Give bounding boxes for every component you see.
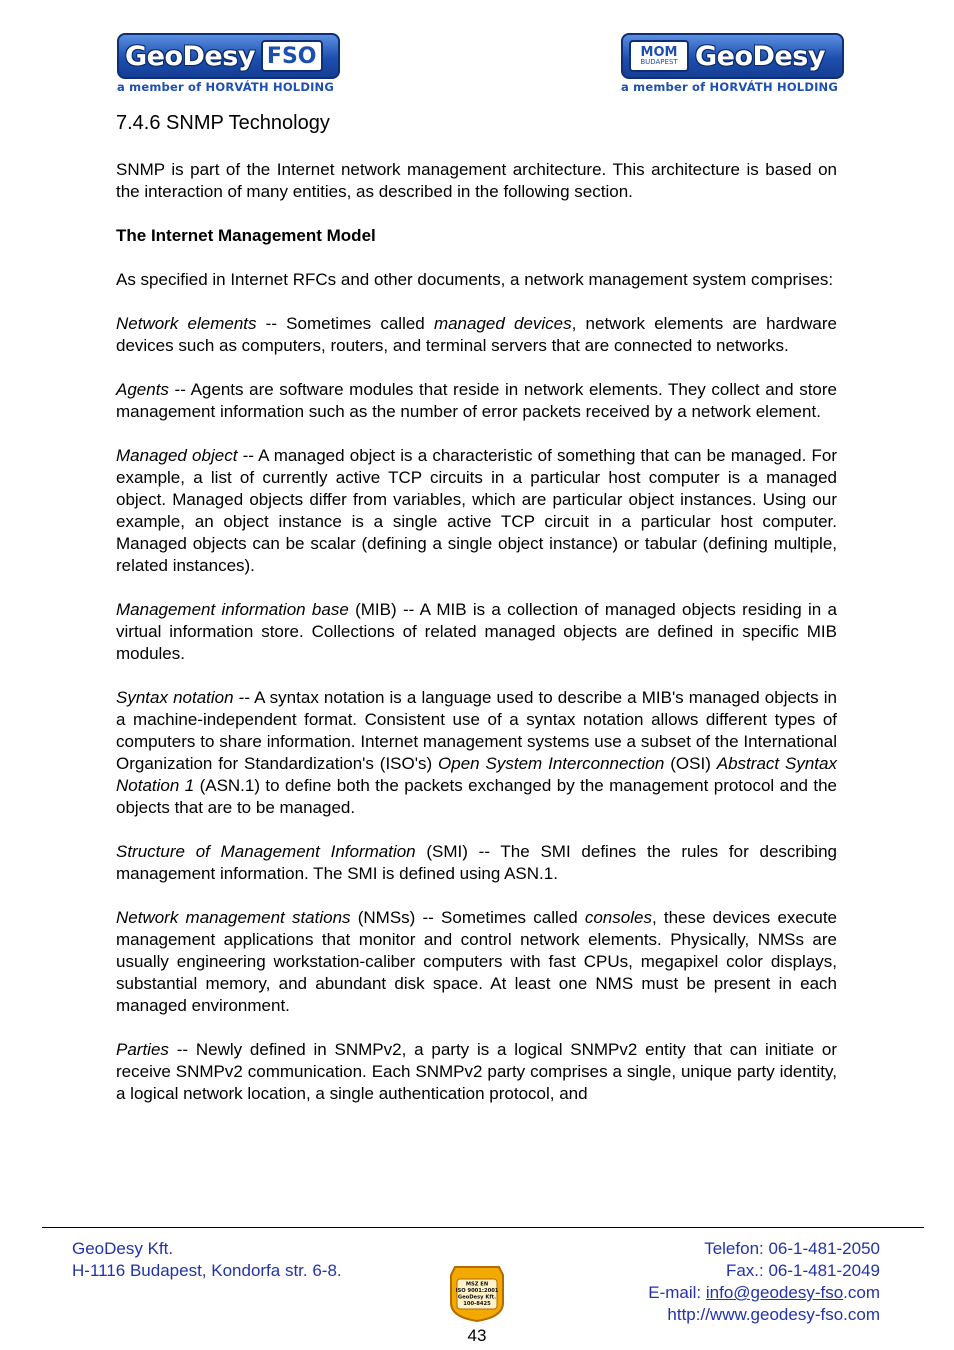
text: -- Newly defined in SNMPv2, a party is a logical SNMPv2 entity that can initiate or receive SNMPv2 communication. Each SNMPv2 party comprises a single, unique party identity, a logical network location, a single authentication protocol, and: [116, 1040, 837, 1103]
logo-word: GeoDesy: [125, 40, 255, 72]
term: Structure of Management Information: [116, 842, 416, 861]
mom-geodesy-logo: [621, 33, 844, 94]
text: -- Agents are software modules that reside in network elements. They collect and store management information such as the number of error packets received by a network element.: [116, 380, 837, 421]
syntax-notation-paragraph: [116, 687, 837, 819]
text: (ASN.1) to define both the packets exchanged by the management protocol and the objects that are to be managed.: [116, 776, 837, 817]
text: -- Sometimes called: [256, 314, 434, 333]
term: consoles: [584, 908, 652, 927]
text: , network elements are hardware devices such as computers, routers, and terminal servers that are connected to networks.: [116, 314, 837, 355]
logo-box: [621, 33, 844, 79]
text: (MIB) -- A MIB is a collection of managed objects residing in a virtual information store. Collections of related managed objects are defined in specific MIB modules.: [116, 600, 837, 663]
logo-tag: FSO: [261, 40, 323, 72]
badge-line: 100-8425: [463, 1301, 491, 1307]
mom-subtext: BUDAPEST: [640, 58, 678, 66]
website-url: http://www.geodesy-fso.com: [667, 1305, 880, 1324]
geodesy-fso-logo: [117, 33, 340, 94]
agents-paragraph: [116, 379, 837, 423]
smi-paragraph: [116, 841, 837, 885]
term: Open System Interconnection: [438, 754, 665, 773]
section-title: 7.4.6 SNMP Technology: [116, 112, 330, 134]
term: Parties: [116, 1040, 169, 1059]
phone-number: Telefon: 06-1-481-2050: [704, 1239, 880, 1258]
logo-box: [117, 33, 340, 79]
term: Abstract Syntax Notation 1: [116, 754, 837, 795]
footer-company-info: [72, 1238, 342, 1282]
badge-line: ISO 9001:2001: [455, 1288, 499, 1294]
logo-word: GeoDesy: [695, 40, 825, 72]
managed-object-paragraph: [116, 445, 837, 577]
term: Management information base: [116, 600, 349, 619]
text: (NMSs) -- Sometimes called: [350, 908, 585, 927]
badge-line: MSZ EN: [465, 1281, 489, 1288]
email-line: [648, 1282, 880, 1304]
parties-paragraph: [116, 1039, 837, 1105]
email-tld: .com: [843, 1283, 880, 1302]
model-intro-paragraph: As specified in Internet RFCs and other documents, a network management system comprises:: [116, 270, 834, 289]
mom-text: MOM: [640, 45, 678, 60]
company-name: GeoDesy Kft.: [72, 1239, 174, 1258]
logo-subtitle: a member of HORVÁTH HOLDING: [117, 80, 335, 94]
company-address: H-1116 Budapest, Kondorfa str. 6-8.: [72, 1261, 342, 1280]
term: Managed object: [116, 446, 238, 465]
mom-badge: [629, 40, 689, 72]
term: Agents: [116, 380, 169, 399]
text: (SMI) -- The SMI defines the rules for describing management information. The SMI is defined using ASN.1.: [116, 842, 837, 883]
text: (OSI): [664, 754, 717, 773]
email-link[interactable]: info@geodesy-fso: [705, 1283, 844, 1302]
term: Network elements: [116, 314, 257, 333]
text: -- A managed object is a characteristic of something that can be managed. For example, a list of currently active TCP circuits in a particular host computer is a managed object. Managed objects differ from variables, which are particular object instances. Using our example, an object instance is a single active TCP circuit in a particular host computer. Managed objects can be scalar (defining a single object instance) or tabular (defining multiple, related instances).: [116, 446, 837, 575]
iso-certificate-icon: [447, 1263, 507, 1323]
text: -- A syntax notation is a language used to describe a MIB's managed objects in a machine-independent format. Consistent use of a syntax notation allows different types of computers to share information. Internet management systems use a subset of the International Organization for Standardization's (ISO's): [116, 688, 837, 773]
mib-paragraph: [116, 599, 837, 665]
page-number: 43: [467, 1326, 487, 1345]
document-body: [116, 110, 837, 1127]
text: , these devices execute management applications that monitor and control network elements. Physically, NMSs are usually engineering workstation-caliber computers with fast CPUs, megapixel color displays, substantial memory, and abundant disk space. At least one NMS must be present in each managed environment.: [116, 908, 838, 1015]
network-elements-paragraph: [116, 313, 837, 357]
nms-paragraph: [116, 907, 837, 1017]
footer-contact-info: [648, 1238, 880, 1326]
term: managed devices: [433, 314, 572, 333]
term: Network management stations: [116, 908, 351, 927]
term: Syntax notation: [116, 688, 234, 707]
footer-divider: [42, 1227, 924, 1228]
model-heading: The Internet Management Model: [116, 226, 376, 245]
fax-number: Fax.: 06-1-481-2049: [725, 1261, 880, 1280]
intro-paragraph: SNMP is part of the Internet network management architecture. This architecture is based on the interaction of many entities, as described in the following section.: [116, 160, 837, 201]
logo-subtitle: a member of HORVÁTH HOLDING: [621, 80, 839, 94]
badge-line: GeoDesy Kft.: [457, 1294, 497, 1301]
email-label: E-mail:: [648, 1283, 706, 1302]
